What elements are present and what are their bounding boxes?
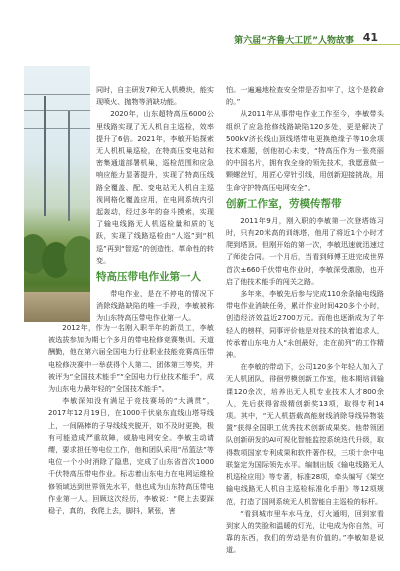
page-number: 41 (362, 31, 378, 44)
transmission-tower-icon (44, 96, 46, 216)
paragraph: 从2011年从事带电作业工作至今，李敏带头组织了应急抢修线路缺陷120多处，更是解决了500kV济长线山顶线塔带电更换绝缘子等10余项技术难题，创他初心未变，“特高压作为一张亮丽的中国名片，拥有我全身的领先技术，我愿意做一颗螺丝钉，用匠心穿针引线，用创新迎接挑战，用生命守护特高压电网安全”。 (226, 109, 384, 192)
paragraph: 在李敏的带动下，公司120多个年轻人加入了无人机团队，徘徊劳模创新工作室，他本期培训输课120余次，培养出无人机专业技术人才800余人，先后获得省级精创新奖13项，取得专利14项。其中，“无人机搭载高能射线消除导线异物装置”获得全国职工优秀技术创新成果奖。他带领团队创新研发的AI可视化智能监控系统迭代升级，取得数项国家专利成果和软件著作权，三项十余中电联鉴定为国际领先水平。编制出版《输电线路无人机巡检应用》等专著，标准28项，牵头编写《架空输电线路无人机自主巡检标准化手册》等12项规范，打造了国网系统无人机智能自主巡检的标杆。 (226, 362, 384, 506)
column-2 (226, 84, 384, 557)
section-title-live-work: 特高压带电作业第一人 (96, 271, 201, 284)
paragraph: 多年来，李敏先后参与完成110余条输电线路带电作业消缺任务，累计作业时间420多个小时，创造经济效益近2700万元。而他也逐渐成为了年轻人的榜样，同事评价他是对技术的执着追求人，传承着山东电力人“永创最好，走在前列”的工作精神。 (226, 289, 384, 360)
paragraph: 2012年，作为一名刚入职半年的新员工，李敏被选拔参加为期七个多月的带电检修竞赛集训。天道酬勤，他在第六届全国电力行业职业技能竞赛高压带电检修决赛中一举获得个人第二、团体第三等奖，并被评为“全国技术能手”“全国电力行业技术能手”，成为山东电力最年轻的“全国技术能手”。 (48, 323, 214, 394)
paragraph: 带电作业，是在不停电的情况下消除线路缺陷的唯一手段，李敏被称为山东特高压带电作业第一人。 (96, 289, 214, 323)
column-1-top (96, 84, 214, 325)
header-title: 第六届“齐鲁大工匠”人物故事 (234, 36, 354, 46)
paragraph: 2011年9月，刚入职的李敏第一次登塔练习时，只有20米高的训练塔，他用了将近1个小时才爬到塔顶。但刚开始的第一次，李敏迅速就迅速过了师徒合同。一个月后，当看到师傅王进完成世界首次±660千伏带电作业时，李敏深受激励，也开启了他技术能手的闯关之路。 (226, 215, 384, 286)
paragraph: 怕。一遍遍地检查安全带是否扣牢了，这个是救命的。” (226, 85, 384, 107)
power-line-photo (24, 66, 90, 322)
section-title-innovation-studio: 创新工作室，劳模传帮带 (226, 197, 342, 210)
transmission-tower-icon (68, 111, 70, 221)
paragraph: 2020年，山东超特高压6000公里线路实现了无人机自主巡检，效率提升了6倍。2021年，李敏开始探索无人机机巢巡检，在特高压变电站和密集通道部署机巢，巡检范围和应急响应能力显著提升，实现了特高压线路全覆盖、配、变电站无人机自主巡视网格化覆盖应用，在电网系统内引起轰动，经过多年的奋斗摸索，实现了输电线路无人机巡检量和质的飞跃，实现了线路巡检由“人巡”到“机巡”再到“智巡”的创造性、革命性的转变。 (96, 109, 214, 265)
column-1-bottom (48, 322, 214, 517)
paragraph: “看到城市里车水马龙，灯火通明，回到家看到家人的笑脸和温暖的灯光，让电成为你自然，可靠的东西，我们的劳动是有价值的。”李敏如是说道。 (226, 508, 384, 555)
paragraph: 同时，自主研发7种无人机模块，能实现喷火、抛物等消缺功能。 (96, 85, 215, 107)
paragraph: 李敏深知没有满足于竞技赛场的“大满贯”，2017年12月19日，在1000千伏泉东直线山塔导线上，一间隔棒的子导线线夹脱开，如不及时更换，极有可能造成严重故障，威胁电网安全。李敏主动请缨，要求担任等电位工作，他和团队采用“吊篮法”等电位一个小时消除了隐患，完成了山东省首次1000千伏特高压带电作业。标志着山东电力在电网运维检修领域达到世界领先水平，他也成为山东特高压带电作业第一人。回顾这次经历，李敏说：“爬上去要踩稳子，真的，我爬上去，脚抖，紧张，害 (48, 396, 214, 516)
